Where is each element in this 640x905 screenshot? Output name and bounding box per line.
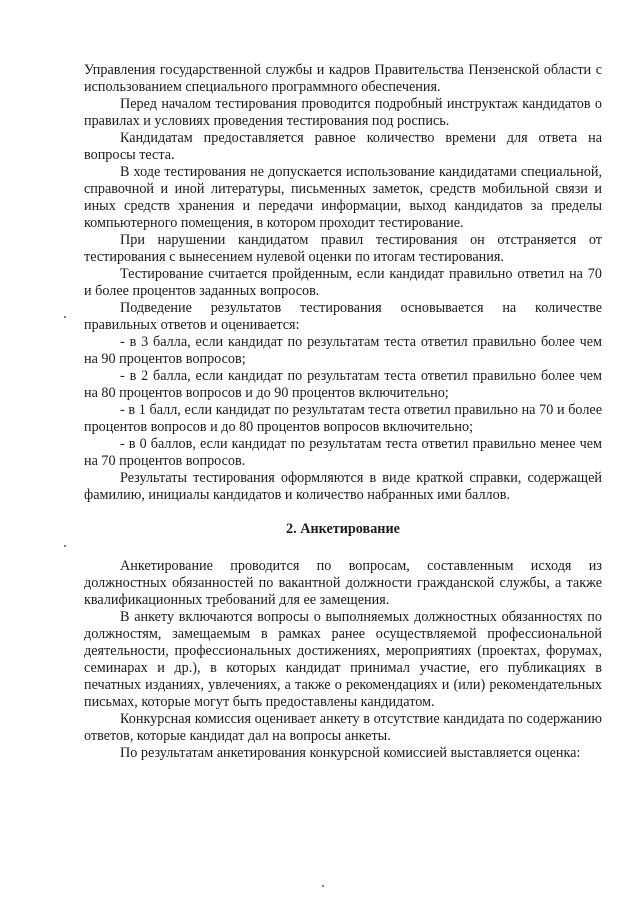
section-heading: 2. Анкетирование: [286, 521, 400, 537]
paragraph: Результаты тестирования оформляются в виде краткой справки, содержащей фамилию, инициалы кандидатов и количество набранных ими баллов.: [84, 470, 602, 503]
scan-speck: [64, 316, 66, 318]
document-page: [84, 62, 602, 762]
list-item: - в 2 балла, если кандидат по результатам теста ответил правильно более чем на 80 процентов вопросов и до 90 процентов включительно;: [84, 368, 602, 401]
list-item: - в 1 балл, если кандидат по результатам теста ответил правильно на 70 и более процентов вопросов и до 80 процентов вопросов включительно;: [84, 402, 602, 435]
paragraph: Кандидатам предоставляется равное количество времени для ответа на вопросы теста.: [84, 130, 602, 163]
paragraph: Анкетирование проводится по вопросам, составленным исходя из должностных обязанностей по вакантной должности гражданской службы, а также квалификационных требований для ее замещения.: [84, 558, 602, 608]
list-item: - в 0 баллов, если кандидат по результатам теста ответил правильно менее чем на 70 процентов вопросов.: [84, 436, 602, 469]
paragraph: Подведение результатов тестирования основывается на количестве правильных ответов и оценивается:: [84, 300, 602, 333]
paragraph: Тестирование считается пройденным, если кандидат правильно ответил на 70 и более процентов заданных вопросов.: [84, 266, 602, 299]
paragraph: При нарушении кандидатом правил тестирования он отстраняется от тестирования с вынесением нулевой оценки по итогам тестирования.: [84, 232, 602, 265]
list-item: - в 3 балла, если кандидат по результатам теста ответил правильно более чем на 90 процентов вопросов;: [84, 334, 602, 367]
paragraph: Конкурсная комиссия оценивает анкету в отсутствие кандидата по содержанию ответов, которые кандидат дал на вопросы анкеты.: [84, 711, 602, 744]
paragraph: Управления государственной службы и кадров Правительства Пензенской области с использованием специального программного обеспечения.: [84, 62, 602, 95]
scan-speck: [64, 545, 66, 547]
paragraph: По результатам анкетирования конкурсной комиссией выставляется оценка:: [120, 745, 581, 761]
top-section: [84, 62, 602, 504]
scan-speck: [322, 885, 324, 887]
paragraph: Перед началом тестирования проводится подробный инструктаж кандидатов о правилах и условиях проведения тестирования под роспись.: [84, 96, 602, 129]
paragraph: В ходе тестирования не допускается использование кандидатами специальной, справочной и иной литературы, письменных заметок, средств мобильной связи и иных средств хранения и передачи информации, выход кандидатов за пределы компьютерного помещения, в котором проходит тестирование.: [84, 164, 602, 231]
bottom-section: [84, 558, 602, 762]
paragraph: В анкету включаются вопросы о выполняемых должностных обязанностях по должностям, замещаемым в рамках ранее осуществляемой профессиональной деятельности, профессиональных достижениях, мероприятиях (проектах, форумах, семинарах и др.), в которых кандидат принимал участие, его публикациях в печатных изданиях, увлечениях, а также о рекомендациях и (или) рекомендательных письмах, которые могут быть предоставлены кандидатом.: [84, 609, 602, 710]
